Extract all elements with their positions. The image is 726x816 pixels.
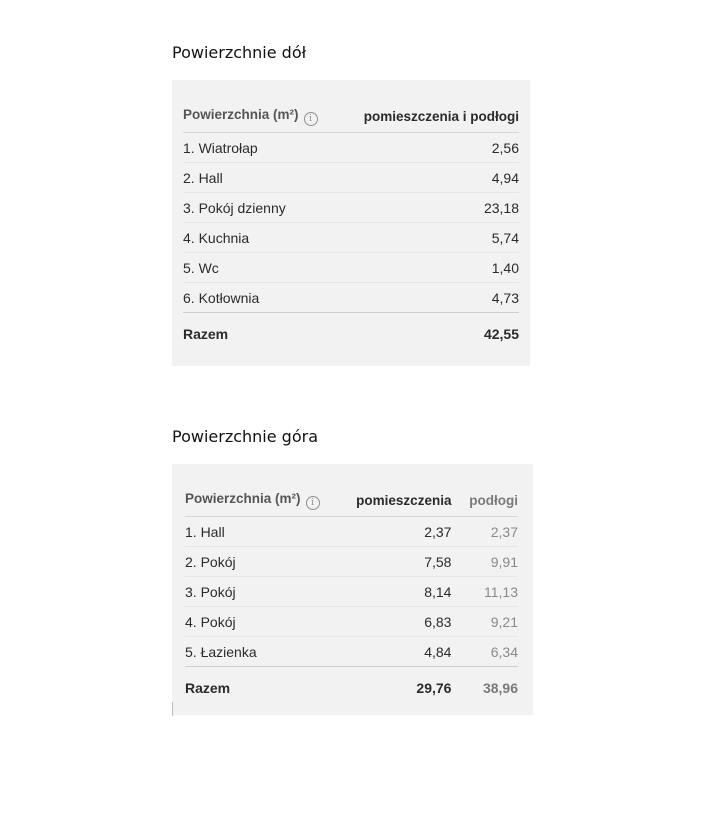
- floor-area: 9,91: [461, 547, 518, 577]
- room-name: 5. Łazienka: [185, 637, 341, 667]
- room-area: 7,58: [341, 547, 452, 577]
- area-panel-lower: [172, 80, 530, 366]
- room-name: 1. Hall: [185, 517, 341, 547]
- room-area: 2,37: [341, 517, 452, 547]
- room-name: 5. Wc: [183, 253, 339, 283]
- table-row: [185, 577, 518, 607]
- table-total-row: [183, 313, 519, 348]
- column-header-area: [185, 485, 341, 517]
- room-area: 1,40: [339, 253, 519, 283]
- room-area: 4,73: [339, 283, 519, 313]
- info-icon[interactable]: i: [304, 112, 318, 126]
- total-room-area: 29,76: [416, 680, 452, 696]
- table-header-row: [185, 485, 518, 517]
- table-row: [183, 133, 519, 163]
- room-name: 3. Pokój: [185, 577, 341, 607]
- room-area: 6,83: [341, 607, 452, 637]
- room-area: 23,18: [339, 193, 519, 223]
- area-table-upper: [185, 485, 518, 701]
- column-header-area-label: Powierzchnia (m²): [185, 491, 301, 506]
- floor-area: 6,34: [461, 637, 518, 667]
- floor-area: 2,37: [461, 517, 518, 547]
- table-row: [185, 547, 518, 577]
- table-row: [185, 517, 518, 547]
- total-area: 42,55: [483, 326, 519, 342]
- column-header-rooms-floors: pomieszczenia i podłogi: [339, 101, 519, 133]
- column-header-area: [183, 101, 339, 133]
- table-row: [183, 223, 519, 253]
- table-row: [183, 253, 519, 283]
- floor-area: 11,13: [461, 577, 518, 607]
- table-row: [183, 283, 519, 313]
- room-name: 6. Kotłownia: [183, 283, 339, 313]
- room-area: 2,56: [339, 133, 519, 163]
- room-name: 4. Pokój: [185, 607, 341, 637]
- area-panel-upper: [172, 464, 533, 715]
- column-header-floors: podłogi: [461, 485, 518, 517]
- room-name: 4. Kuchnia: [183, 223, 339, 253]
- room-name: 2. Hall: [183, 163, 339, 193]
- column-header-area-label: Powierzchnia (m²): [183, 107, 299, 122]
- total-floor-area: 38,96: [482, 680, 518, 696]
- room-name: 1. Wiatrołap: [183, 133, 339, 163]
- room-name: 3. Pokój dzienny: [183, 193, 339, 223]
- table-row: [185, 607, 518, 637]
- table-row: [183, 163, 519, 193]
- section-title-upper: Powierzchnie góra: [172, 427, 318, 446]
- total-label: Razem: [183, 326, 229, 342]
- table-row: [185, 637, 518, 667]
- info-icon[interactable]: i: [306, 496, 320, 510]
- column-header-rooms: pomieszczenia: [341, 485, 452, 517]
- room-area: 4,84: [341, 637, 452, 667]
- room-area: 8,14: [341, 577, 452, 607]
- table-header-row: [183, 101, 519, 133]
- section-title-lower: Powierzchnie dół: [172, 43, 307, 62]
- room-area: 5,74: [339, 223, 519, 253]
- table-total-row: [185, 667, 518, 702]
- table-row: [183, 193, 519, 223]
- floor-area: 9,21: [461, 607, 518, 637]
- total-label: Razem: [185, 680, 231, 696]
- room-name: 2. Pokój: [185, 547, 341, 577]
- area-table-lower: [183, 101, 519, 347]
- room-area: 4,94: [339, 163, 519, 193]
